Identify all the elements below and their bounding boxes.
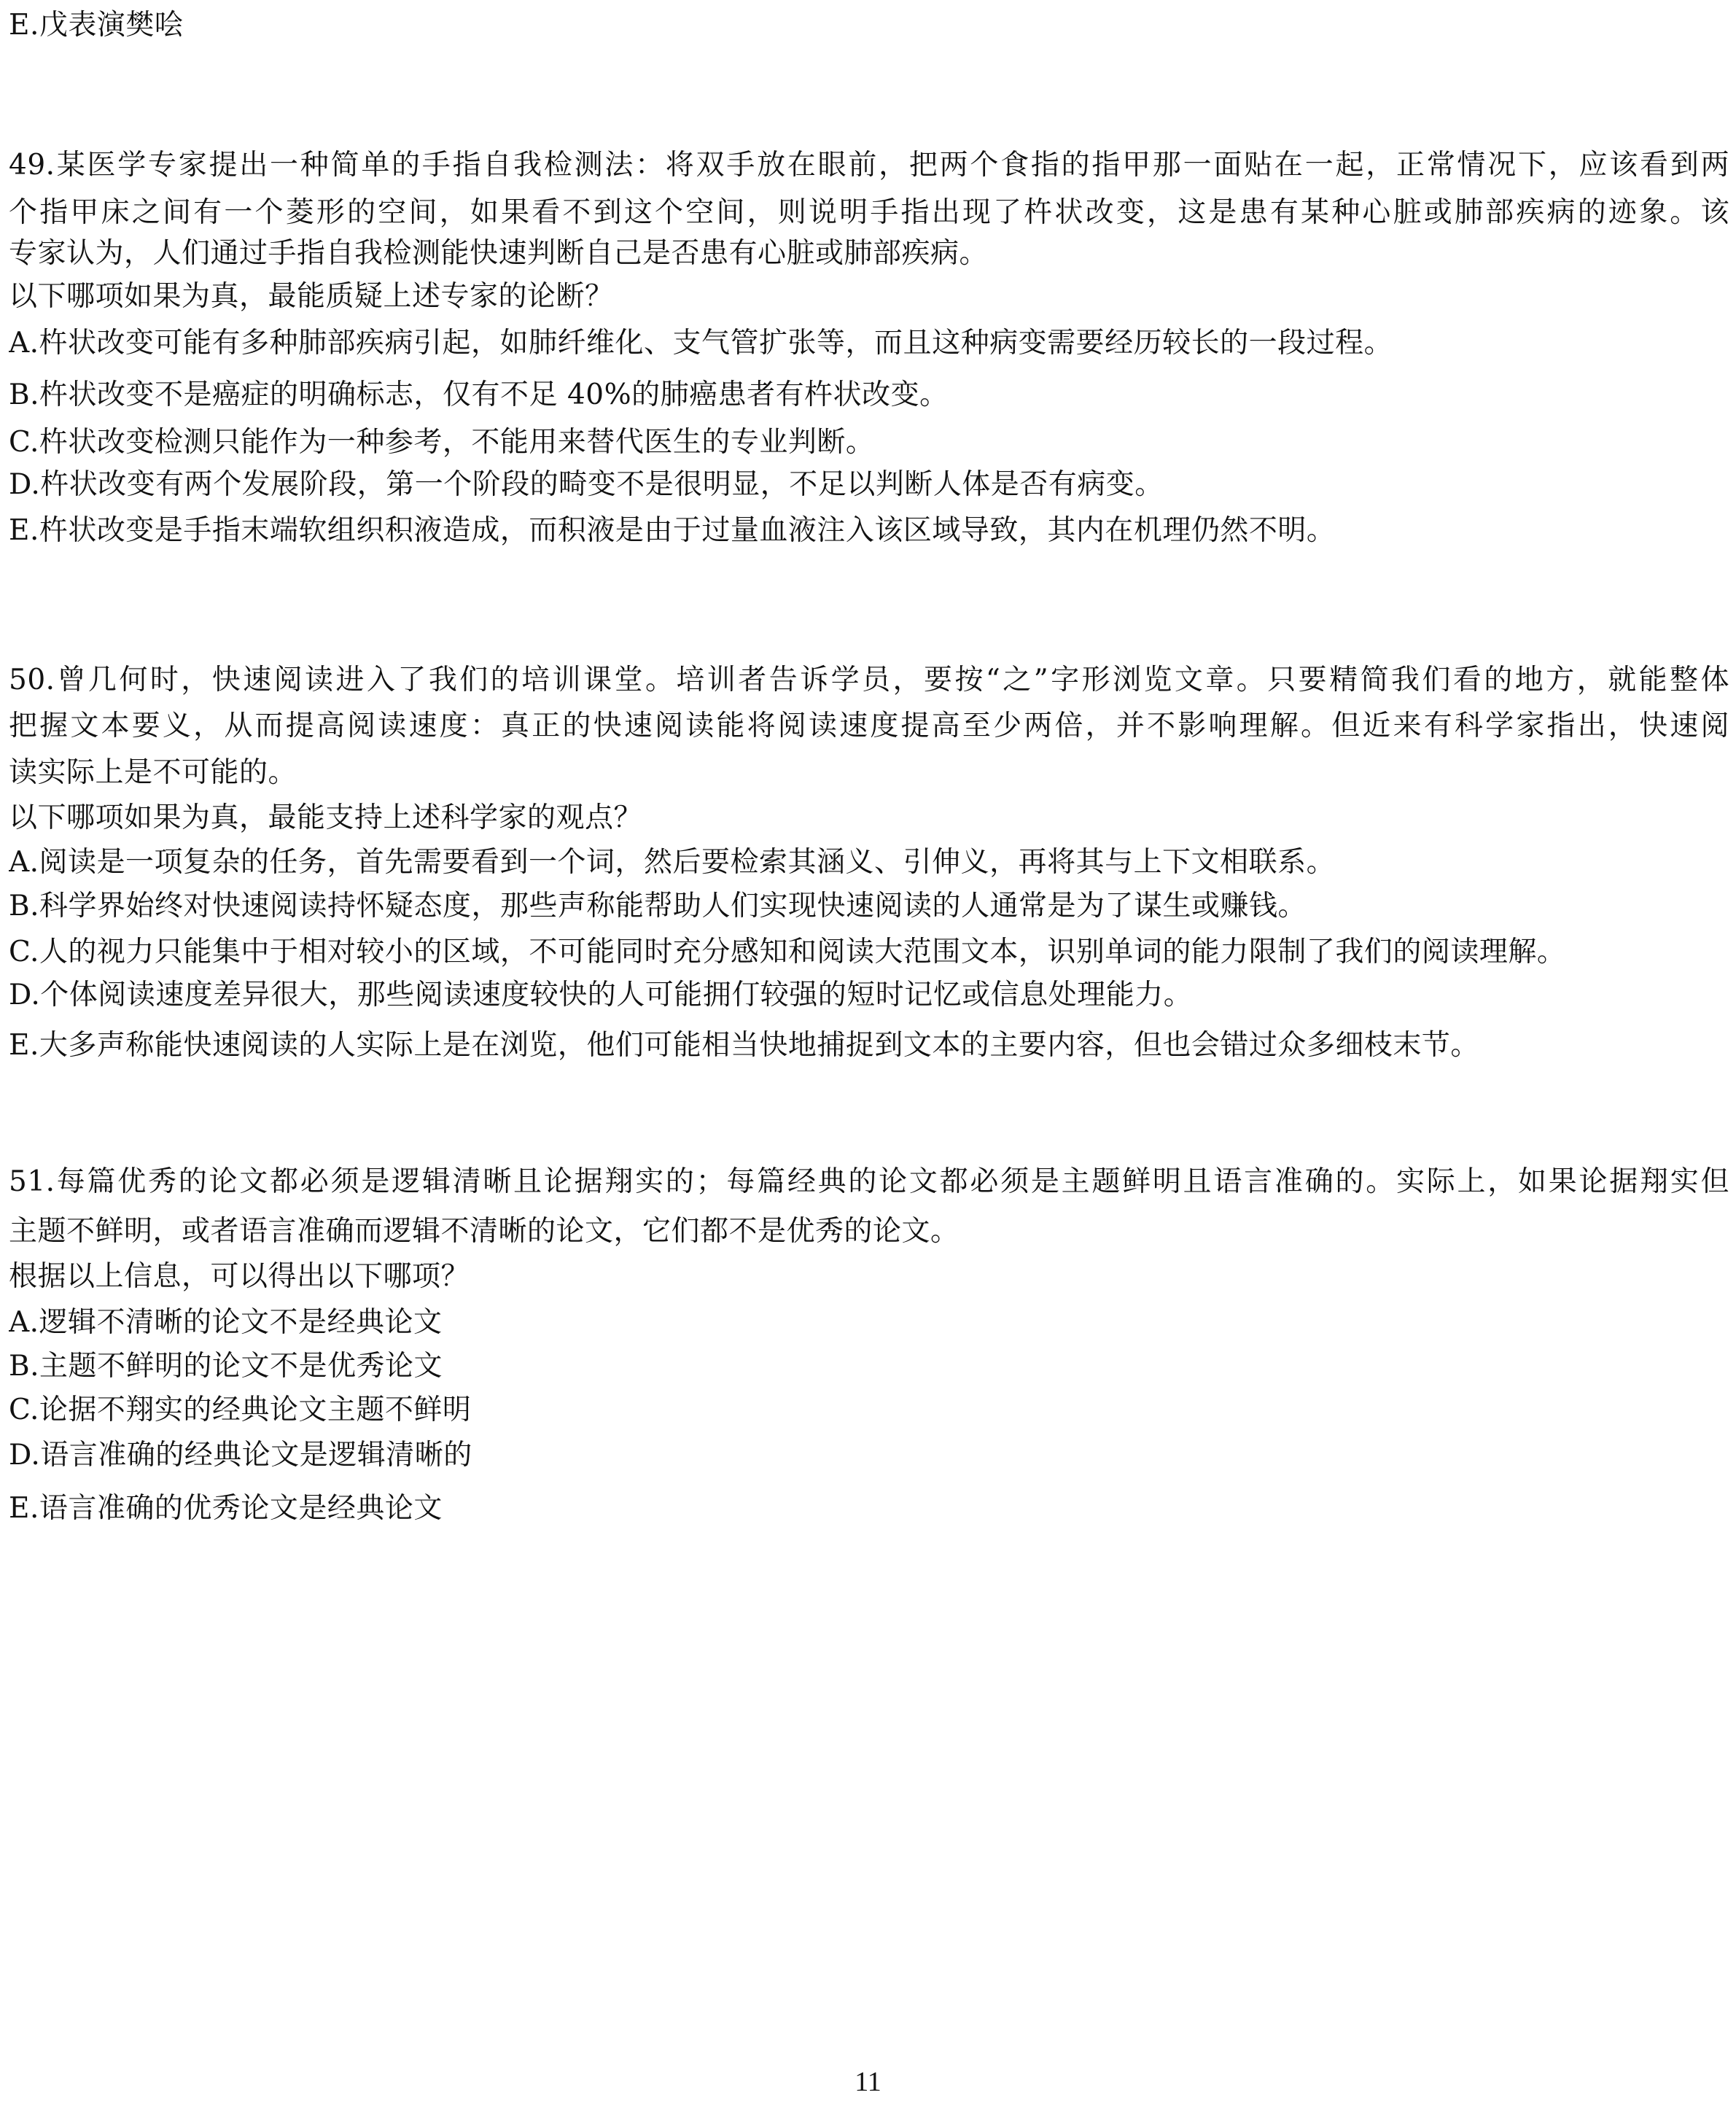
question-51-stem-line-1: 51.每篇优秀的论文都必须是逻辑清晰且论据翔实的；每篇经典的论文都必须是主题鲜明且语言准确的。实际上，如果论据翔实但 xyxy=(9,1165,1729,1198)
question-49-option-d: D.杵状改变有两个发展阶段，第一个阶段的畸变不是很明显，不足以判断人体是否有病变。 xyxy=(9,468,1164,501)
question-50-stem-line-2: 把握文本要义，从而提高阅读速度：真正的快速阅读能将阅读速度提高至少两倍，并不影响理解。但近来有科学家指出，快速阅 xyxy=(9,710,1729,742)
question-49-option-a: A.杵状改变可能有多种肺部疾病引起，如肺纤维化、支气管扩张等，而且这种病变需要经历较长的一段过程。 xyxy=(9,327,1393,360)
question-51-prompt: 根据以上信息，可以得出以下哪项？ xyxy=(9,1260,470,1293)
question-50-prompt: 以下哪项如果为真，最能支持上述科学家的观点？ xyxy=(9,801,643,834)
question-49-stem-line-2: 个指甲床之间有一个菱形的空间，如果看不到这个空间，则说明手指出现了杵状改变，这是患有某种心脏或肺部疾病的迹象。该 xyxy=(9,196,1729,229)
question-51-stem-line-2: 主题不鲜明，或者语言准确而逻辑不清晰的论文，它们都不是优秀的论文。 xyxy=(9,1215,960,1248)
question-49-stem-line-3: 专家认为，人们通过手指自我检测能快速判断自己是否患有心脏或肺部疾病。 xyxy=(9,237,989,270)
question-49-prompt: 以下哪项如果为真，最能质疑上述专家的论断？ xyxy=(9,280,614,313)
question-49-option-b: B.杵状改变不是癌症的明确标志，仅有不足 40%的肺癌患者有杵状改变。 xyxy=(9,378,949,411)
question-50-stem-line-3: 读实际上是不可能的。 xyxy=(9,756,297,789)
question-50-option-c: C.人的视力只能集中于相对较小的区域，不可能同时充分感知和阅读大范围文本，识别单词的能力限制了我们的阅读理解。 xyxy=(9,936,1566,968)
question-50-option-b: B.科学界始终对快速阅读持怀疑态度，那些声称能帮助人们实现快速阅读的人通常是为了谋生或赚钱。 xyxy=(9,890,1307,922)
question-49-option-c: C.杵状改变检测只能作为一种参考，不能用来替代医生的专业判断。 xyxy=(9,426,875,459)
question-50-option-e: E.大多声称能快速阅读的人实际上是在浏览，他们可能相当快地捕捉到文本的主要内容，但也会错过众多细枝末节。 xyxy=(9,1029,1479,1062)
page-number: 11 xyxy=(855,2067,881,2097)
question-49-option-e: E.杵状改变是手指末端软组织积液造成，而积液是由于过量血液注入该区域导致，其内在机理仍然不明。 xyxy=(9,514,1336,547)
question-49-stem-line-1: 49.某医学专家提出一种简单的手指自我检测法：将双手放在眼前，把两个食指的指甲那一面贴在一起，正常情况下，应该看到两 xyxy=(9,149,1729,182)
question-51-option-a: A.逻辑不清晰的论文不是经典论文 xyxy=(9,1306,443,1339)
question-51-option-d: D.语言准确的经典论文是逻辑清晰的 xyxy=(9,1439,472,1472)
question-51-option-e: E.语言准确的优秀论文是经典论文 xyxy=(9,1492,443,1525)
question-50-stem-line-1: 50.曾几何时，快速阅读进入了我们的培训课堂。培训者告诉学员，要按“之”字形浏览文章。只要精简我们看的地方，就能整体 xyxy=(9,664,1729,696)
question-50-option-a: A.阅读是一项复杂的任务，首先需要看到一个词，然后要检索其涵义、引伸义，再将其与上下文相联系。 xyxy=(9,846,1336,879)
question-51-option-c: C.论据不翔实的经典论文主题不鲜明 xyxy=(9,1394,472,1426)
prev-question-option-e: E.戊表演樊哙 xyxy=(9,9,184,42)
question-50-option-d: D.个体阅读速度差异很大，那些阅读速度较快的人可能拥仃较强的短时记忆或信息处理能力。 xyxy=(9,979,1193,1011)
question-51-option-b: B.主题不鲜明的论文不是优秀论文 xyxy=(9,1350,443,1383)
